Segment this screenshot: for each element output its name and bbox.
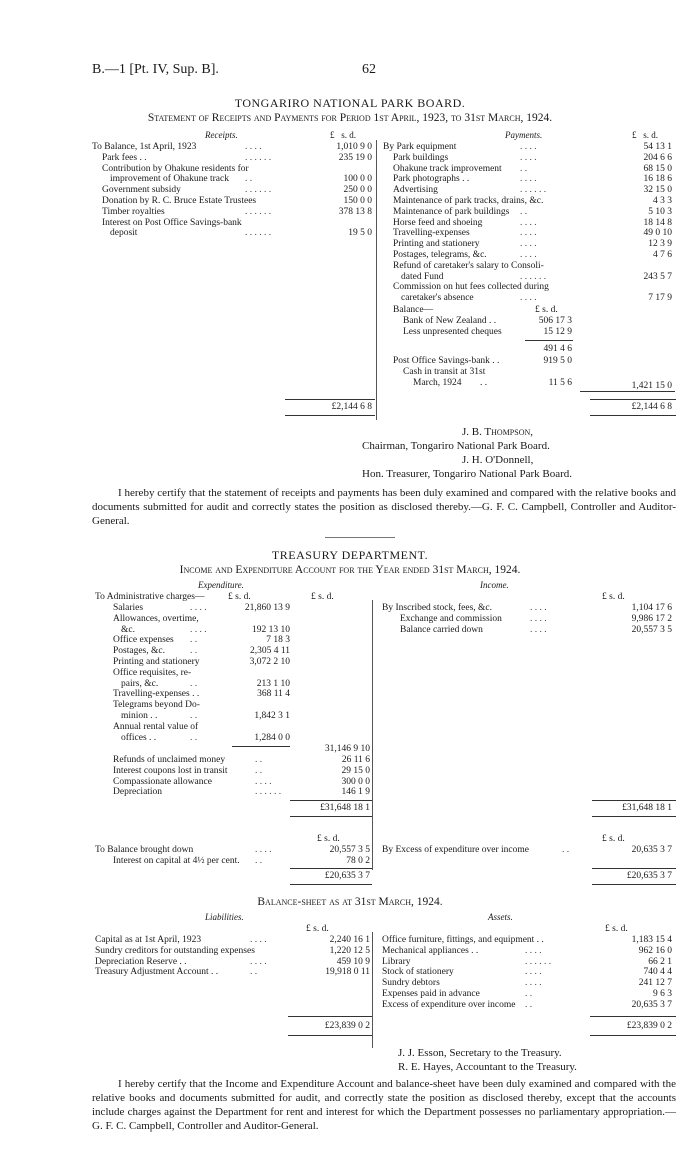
receipt-leader-dots: . . . . . .: [245, 185, 272, 196]
receipts-total-rule-top: [285, 399, 375, 400]
receipts-total-rule-bottom: [285, 415, 375, 416]
receipt-label: Timber royalties: [102, 206, 165, 217]
receipt-leader-dots: . .: [245, 174, 253, 185]
payment-amount: 18 14 8: [643, 217, 672, 228]
liability-label: Treasury Adjustment Account . .: [95, 967, 219, 978]
expenditure-total-rule-top: [290, 800, 372, 801]
page-number: 62: [362, 62, 376, 77]
excess-item-amount: 20,635 3 7: [631, 845, 672, 855]
receipt-amount: 378 13 8: [338, 206, 372, 217]
asset-label: Mechanical appliances . .: [382, 945, 479, 956]
admin-item-label: &c.: [121, 624, 135, 635]
signature-thompson: J. B. Thompson,: [462, 426, 534, 438]
income-item-amount: 9,986 17 2: [631, 613, 672, 624]
liabilities-total: £23,839 0 2: [324, 1021, 370, 1031]
treasury-column-divider: [372, 600, 373, 870]
payment-label: Refund of caretaker's salary to Consoli-: [393, 260, 544, 271]
other-expenditure-amount: 29 15 0: [341, 765, 370, 776]
balance-bank-label: Bank of New Zealand . .: [403, 316, 497, 326]
left2-total-rule-bottom: [290, 884, 372, 885]
liability-amount: 459 10 9: [336, 956, 370, 967]
admin-total: 31,146 9 10: [324, 744, 370, 754]
receipt-label: improvement of Ohakune track: [110, 174, 229, 185]
other-expenditure-leader-dots: . .: [255, 755, 263, 765]
asset-amount: 740 4 4: [643, 967, 672, 978]
other-expenditure-amount: 300 0 0: [341, 776, 370, 787]
receipt-amount: 235 19 0: [338, 152, 372, 163]
balance-label: Balance—: [393, 305, 434, 315]
excess-item-label: By Excess of expenditure over income: [382, 845, 529, 855]
payment-leader-dots: . . . .: [520, 250, 537, 260]
income-lsd-header: £ s. d.: [602, 592, 625, 602]
receipt-leader-dots: . . . .: [245, 142, 262, 152]
liability-amount: 2,240 16 1: [329, 935, 370, 945]
signature-thompson-title: Chairman, Tongariro National Park Board.: [362, 440, 550, 452]
admin-item-leader-dots: . .: [190, 732, 198, 743]
cash-label-2: March, 1924: [413, 378, 462, 388]
balance-down-item-label: To Balance brought down: [95, 845, 194, 855]
payment-leader-dots: . . . .: [520, 293, 537, 304]
payment-label: Maintenance of park tracks, drains, &c.: [393, 196, 544, 206]
liability-leader-dots: . . . .: [250, 935, 267, 945]
treasury-title: TREASURY DEPARTMENT.: [271, 548, 429, 562]
payment-label: Postages, telegrams, &c.: [393, 250, 487, 260]
other-expenditure-amount: 26 11 6: [341, 755, 370, 765]
liability-label: Depreciation Reserve . .: [95, 956, 187, 967]
payment-label: By Park equipment: [383, 142, 457, 152]
admin-lsd-header: £ s. d.: [228, 592, 251, 602]
admin-rule: [232, 746, 290, 747]
payment-amount: 49 0 10: [643, 228, 672, 239]
payment-leader-dots: . . . .: [520, 228, 537, 239]
admin-item-leader-dots: . .: [190, 635, 198, 646]
payment-leader-dots: . . . . . .: [520, 271, 547, 282]
signature-odonnell-title: Hon. Treasurer, Tongariro National Park Board.: [362, 468, 572, 480]
liability-leader-dots: . .: [250, 967, 258, 978]
admin-item-label: Salaries: [113, 603, 144, 613]
tongariro-title: TONGARIRO NATIONAL PARK BOARD.: [234, 96, 466, 110]
asset-label: Expenses paid in advance: [382, 989, 480, 999]
assets-heading: Assets.: [488, 912, 513, 922]
asset-label: Sundry debtors: [382, 978, 440, 989]
cash-amount: 11 5 6: [548, 378, 572, 388]
receipt-label: To Balance, 1st April, 1923: [92, 142, 197, 152]
admin-item-amount: 2,305 4 11: [249, 646, 290, 657]
assets-total-rule-bottom: [590, 1035, 676, 1036]
payment-leader-dots: . .: [520, 163, 528, 174]
payments-lsd-header: £ s. d.: [632, 130, 659, 140]
liabilities-lsd-header: £ s. d.: [306, 924, 329, 934]
admin-item-leader-dots: . . . .: [190, 603, 207, 613]
admin-item-amount: 21,860 13 9: [244, 603, 290, 613]
receipt-label: Park fees . .: [102, 152, 147, 163]
admin-item-label: Telegrams beyond Do-: [113, 700, 200, 711]
admin-item-label: Allowances, overtime,: [113, 613, 199, 624]
payment-amount: 12 3 9: [648, 239, 672, 250]
balance-rule: [525, 340, 573, 341]
receipt-amount: 150 0 0: [343, 196, 372, 206]
signature-hayes: R. E. Hayes, Accountant to the Treasury.: [398, 1061, 577, 1073]
asset-leader-dots: . . . .: [525, 967, 542, 978]
admin-item-label: Annual rental value of: [113, 721, 199, 732]
assets-lsd-header: £ s. d.: [605, 924, 628, 934]
balance-bank-amount: 506 17 3: [538, 316, 572, 326]
admin-item-label: offices . .: [121, 732, 157, 743]
payment-amount: 16 18 6: [643, 174, 672, 185]
payment-label: dated Fund: [401, 271, 444, 282]
asset-amount: 962 16 0: [638, 945, 672, 956]
cash-dots: . .: [480, 378, 488, 388]
payment-leader-dots: . .: [520, 206, 528, 217]
liability-amount: 1,220 12 5: [329, 945, 370, 956]
signature-esson: J. J. Esson, Secretary to the Treasury.: [398, 1047, 562, 1059]
admin-item-amount: 192 13 10: [252, 624, 290, 635]
payment-label: Horse feed and shoeing: [393, 217, 483, 228]
payment-label: Park photographs . .: [393, 174, 470, 185]
other-expenditure-label: Refunds of unclaimed money: [113, 755, 226, 765]
balance-total: 1,421 15 0: [631, 381, 672, 391]
receipt-amount: 1,010 9 0: [336, 142, 372, 152]
payment-amount: 204 6 6: [643, 152, 672, 163]
section-divider: [325, 537, 395, 538]
receipts-lsd-header: £ s. d.: [330, 130, 357, 140]
payment-label: Ohakune track improvement: [393, 163, 502, 174]
pos-amount: 919 5 0: [543, 356, 572, 366]
admin-item-label: Postages, &c.: [113, 646, 165, 657]
asset-label: Excess of expenditure over income: [382, 999, 516, 1010]
admin-item-label: Office expenses: [113, 635, 174, 646]
payment-amount: 32 15 0: [643, 185, 672, 196]
right2-total: £20,635 3 7: [626, 871, 672, 881]
balance-sheet-divider: [372, 932, 373, 1048]
admin-item-leader-dots: . .: [190, 646, 198, 657]
asset-leader-dots: . . . .: [525, 945, 542, 956]
asset-amount: 1,183 15 4: [631, 935, 672, 945]
balance-lsd: £ s. d.: [535, 305, 558, 315]
receipt-leader-dots: . . . . . .: [245, 228, 272, 239]
receipt-label: Government subsidy: [102, 185, 181, 196]
income-total: £31,648 18 1: [622, 803, 672, 813]
income-item-label: By Inscribed stock, fees, &c.: [382, 603, 493, 613]
payments-heading: Payments.: [505, 130, 543, 140]
payment-label: Travelling-expenses: [393, 228, 470, 239]
right2-total-rule-top: [592, 868, 676, 869]
other-expenditure-leader-dots: . . . . . .: [255, 787, 282, 798]
treasury-subtitle: Income and Expenditure Account for the Year ended 31st March, 1924.: [179, 564, 521, 576]
other-expenditure-leader-dots: . . . .: [255, 776, 272, 787]
admin-item-label: minion . .: [121, 711, 158, 721]
receipt-leader-dots: . . . . . .: [245, 206, 272, 217]
outer-lsd-header: £ s. d.: [311, 592, 334, 602]
asset-label: Stock of stationery: [382, 967, 454, 978]
receipt-amount: 250 0 0: [343, 185, 372, 196]
left2-total-rule-top: [290, 868, 372, 869]
asset-amount: 20,635 3 7: [631, 999, 672, 1010]
admin-item-leader-dots: . .: [190, 678, 198, 689]
balance-down-item-leader-dots: . . . .: [255, 845, 272, 855]
signature-odonnell: J. H. O'Donnell,: [462, 454, 534, 466]
expenditure-total-rule-bottom: [290, 816, 372, 817]
payments-total: £2,144 6 8: [631, 402, 672, 412]
balance-sheet-title: Balance-sheet as at 31st March, 1924.: [257, 896, 443, 908]
receipt-amount: 100 0 0: [343, 174, 372, 185]
payment-label: Maintenance of park buildings: [393, 206, 510, 217]
receipt-label: Donation by R. C. Bruce Estate Trustees: [102, 196, 257, 206]
payment-amount: 7 17 9: [648, 293, 672, 304]
receipt-label: Contribution by Ohakune residents for: [102, 163, 249, 174]
payment-amount: 68 15 0: [643, 163, 672, 174]
payment-amount: 54 13 1: [643, 142, 672, 152]
admin-item-leader-dots: . . . .: [190, 624, 207, 635]
excess-item-leader-dots: . .: [562, 845, 570, 855]
receipts-total: £2,144 6 8: [331, 402, 372, 412]
admin-item-label: Travelling-expenses . .: [113, 689, 200, 700]
liabilities-total-rule-bottom: [288, 1035, 372, 1036]
admin-item-amount: 1,842 3 1: [254, 711, 290, 721]
liability-amount: 19,918 0 11: [325, 967, 370, 978]
liability-label: Capital as at 1st April, 1923: [95, 935, 202, 945]
liabilities-heading: Liabilities.: [205, 912, 244, 922]
tongariro-certificate: I hereby certify that the statement of receipts and payments has been duly examined and compared with the relative books and documents submitted for audit and correctly states the position as disclosed thereby.—G. F. C. Campbell, Controller and Auditor-General.: [92, 487, 676, 527]
left2-lsd-header: £ s. d.: [317, 834, 340, 844]
other-expenditure-amount: 146 1 9: [341, 787, 370, 798]
asset-leader-dots: . .: [525, 989, 533, 999]
liability-label: Sundry creditors for outstanding expenses: [95, 945, 255, 956]
balance-down-item-amount: 20,557 3 5: [329, 845, 370, 855]
balance-unpresented-label: Less unpresented cheques: [403, 327, 502, 337]
other-expenditure-label: Compassionate allowance: [113, 776, 212, 787]
expenditure-total: £31,648 18 1: [320, 803, 370, 813]
asset-amount: 66 2 1: [648, 956, 672, 967]
balance-down-item-leader-dots: . .: [255, 855, 263, 866]
asset-label: Library: [382, 956, 411, 967]
liability-leader-dots: . . . .: [250, 956, 267, 967]
income-item-amount: 20,557 3 5: [631, 624, 672, 635]
balance-unpresented-amount: 15 12 9: [543, 327, 572, 337]
receipt-label: Interest on Post Office Savings-bank: [102, 217, 242, 228]
payments-total-rule-bottom: [590, 415, 676, 416]
payment-amount: 4 7 6: [653, 250, 672, 260]
assets-total-rule-top: [590, 1016, 676, 1017]
admin-item-amount: 368 11 4: [257, 689, 290, 700]
treasury-certificate: I hereby certify that the Income and Expenditure Account and balance-sheet have been duly examined and compared with the relative books and documents submitted for audit, and correctly state the position as disclosed thereby, except that the accounts include charges against the Department for rent and interest for which the Department possesses no parliamentary appropriation.— G. F. C. Campbell, Controller and Auditor-General.: [92, 1078, 676, 1132]
asset-leader-dots: . . . .: [525, 978, 542, 989]
income-heading: Income.: [480, 580, 509, 590]
asset-leader-dots: . .: [525, 999, 533, 1010]
receipt-leader-dots: . . . . . .: [245, 152, 272, 163]
asset-leader-dots: . . . . . .: [525, 956, 552, 967]
asset-label: Office furniture, fittings, and equipment . .: [382, 935, 544, 945]
asset-amount: 9 6 3: [653, 989, 672, 999]
tongariro-subtitle: Statement of Receipts and Payments for Period 1st April, 1923, to 31st March, 1924.: [147, 112, 553, 124]
admin-charges-label: To Administrative charges—: [95, 592, 205, 602]
income-item-label: Exchange and commission: [400, 613, 502, 624]
receipts-heading: Receipts.: [205, 130, 238, 140]
payment-amount: 4 3 3: [653, 196, 672, 206]
admin-item-amount: 1,284 0 0: [254, 732, 290, 743]
receipt-label: deposit: [110, 228, 138, 239]
income-total-rule-top: [592, 800, 676, 801]
right2-total-rule-bottom: [592, 884, 676, 885]
payment-leader-dots: . . . .: [520, 152, 537, 163]
income-item-label: Balance carried down: [400, 624, 483, 635]
admin-item-label: pairs, &c.: [121, 678, 159, 689]
payment-leader-dots: . . . . . .: [520, 185, 547, 196]
balance-down-item-label: Interest on capital at 4½ per cent.: [113, 855, 240, 866]
payment-label: Advertising: [393, 185, 438, 196]
admin-item-leader-dots: . .: [190, 711, 198, 721]
column-divider: [376, 140, 377, 420]
report-reference: B.—1 [Pt. IV, Sup. B].: [92, 62, 219, 77]
admin-item-amount: 213 1 10: [256, 678, 290, 689]
cash-label-1: Cash in transit at 31st: [403, 367, 486, 377]
income-item-leader-dots: . . . .: [530, 613, 547, 624]
pos-label: Post Office Savings-bank . .: [393, 356, 500, 366]
payment-amount: 243 5 7: [643, 271, 672, 282]
payment-leader-dots: . . . .: [520, 217, 537, 228]
payment-amount: 5 10 3: [648, 206, 672, 217]
admin-item-label: Printing and stationery: [113, 657, 200, 667]
income-total-rule-bottom: [592, 816, 676, 817]
payment-label: Printing and stationery: [393, 239, 480, 250]
asset-amount: 241 12 7: [638, 978, 672, 989]
payment-label: Park buildings: [393, 152, 449, 163]
admin-item-amount: 7 18 3: [266, 635, 290, 646]
admin-item-amount: 3,072 2 10: [249, 657, 290, 667]
payments-total-rule-top: [590, 399, 676, 400]
payment-leader-dots: . . . .: [520, 174, 537, 185]
admin-item-label: Office requisites, re-: [113, 667, 192, 678]
payment-label: Commission on hut fees collected during: [393, 282, 549, 293]
right2-lsd-header: £ s. d.: [602, 834, 625, 844]
income-item-amount: 1,104 17 6: [631, 603, 672, 613]
payment-label: caretaker's absence: [401, 293, 474, 304]
payment-leader-dots: . . . .: [520, 142, 537, 152]
balance-down-item-amount: 78 0 2: [346, 855, 370, 866]
assets-total: £23,839 0 2: [626, 1021, 672, 1031]
expenditure-heading: Expenditure.: [198, 580, 244, 590]
other-expenditure-label: Depreciation: [113, 787, 163, 798]
other-expenditure-leader-dots: . .: [255, 765, 263, 776]
balance-subtotal: 491 4 6: [543, 344, 572, 354]
payment-leader-dots: . . . .: [520, 239, 537, 250]
other-expenditure-label: Interest coupons lost in transit: [113, 765, 228, 776]
income-item-leader-dots: . . . .: [530, 624, 547, 635]
income-item-leader-dots: . . . .: [530, 603, 547, 613]
left2-total: £20,635 3 7: [324, 871, 370, 881]
liabilities-total-rule-top: [288, 1016, 372, 1017]
receipt-amount: 19 5 0: [348, 228, 372, 239]
